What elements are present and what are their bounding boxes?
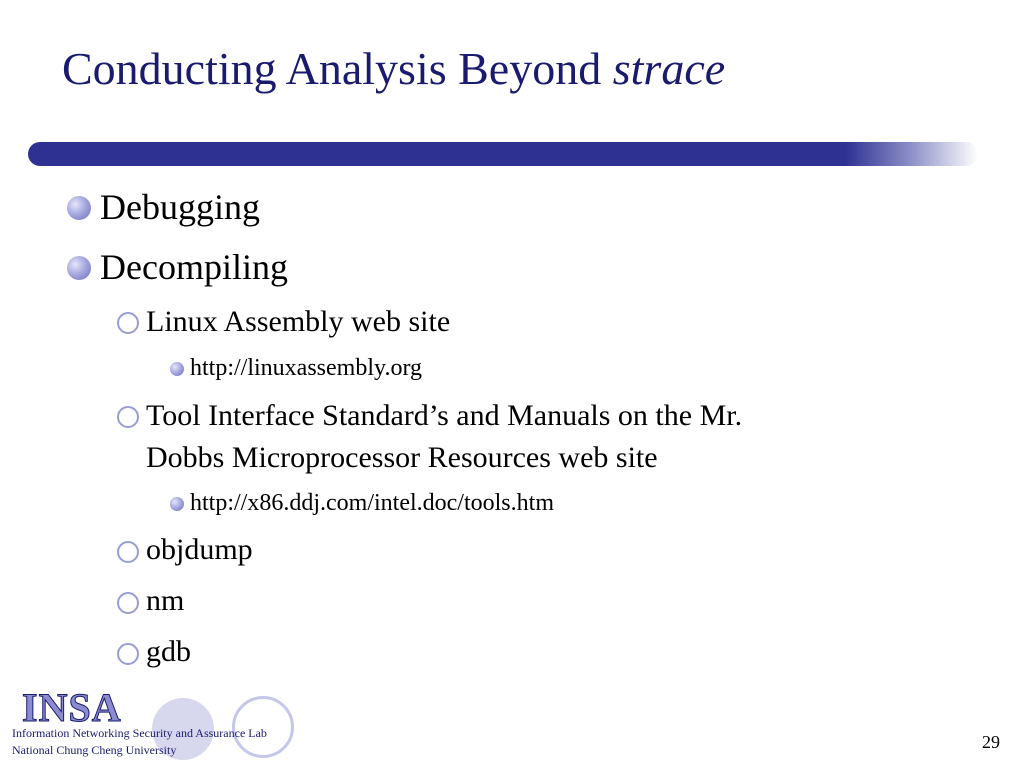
bullet-linux-assembly: Linux Assembly web site (146, 305, 451, 338)
hollow-bullet-icon (117, 312, 139, 334)
hollow-bullet-icon (117, 406, 139, 428)
link-x86-ddj[interactable]: http://x86.ddj.com/intel.doc/tools.htm (190, 490, 554, 516)
footer-lab-name: Information Networking Security and Assurance Lab (12, 726, 267, 740)
bullet-objdump: objdump (146, 533, 253, 566)
bullet-tool-interface-line1: Tool Interface Standard’s and Manuals on the Mr. (146, 399, 743, 432)
hollow-bullet-icon (117, 541, 139, 563)
small-bullet-icon (170, 497, 184, 511)
hollow-bullet-icon (117, 592, 139, 614)
bullet-tool-interface-line2: Dobbs Microprocessor Resources web site (146, 441, 658, 474)
footer-university-name: National Chung Cheng University (12, 743, 177, 757)
bullet-icon (67, 196, 91, 220)
slide-title (62, 42, 725, 95)
bullet-nm: nm (146, 584, 185, 617)
bullet-debugging: Debugging (100, 187, 260, 227)
insa-logo: INSA (22, 685, 122, 730)
bullet-icon (67, 256, 91, 280)
link-linuxassembly[interactable]: http://linuxassembly.org (190, 355, 422, 381)
hollow-bullet-icon (117, 643, 139, 665)
title-italic-text: strace (612, 43, 726, 94)
small-bullet-icon (170, 362, 184, 376)
title-underline-bar (28, 142, 978, 166)
bullet-gdb: gdb (146, 635, 191, 668)
title-text: Conducting Analysis Beyond (62, 43, 613, 94)
page-number: 29 (982, 732, 1000, 752)
bullet-decompiling: Decompiling (100, 247, 288, 287)
